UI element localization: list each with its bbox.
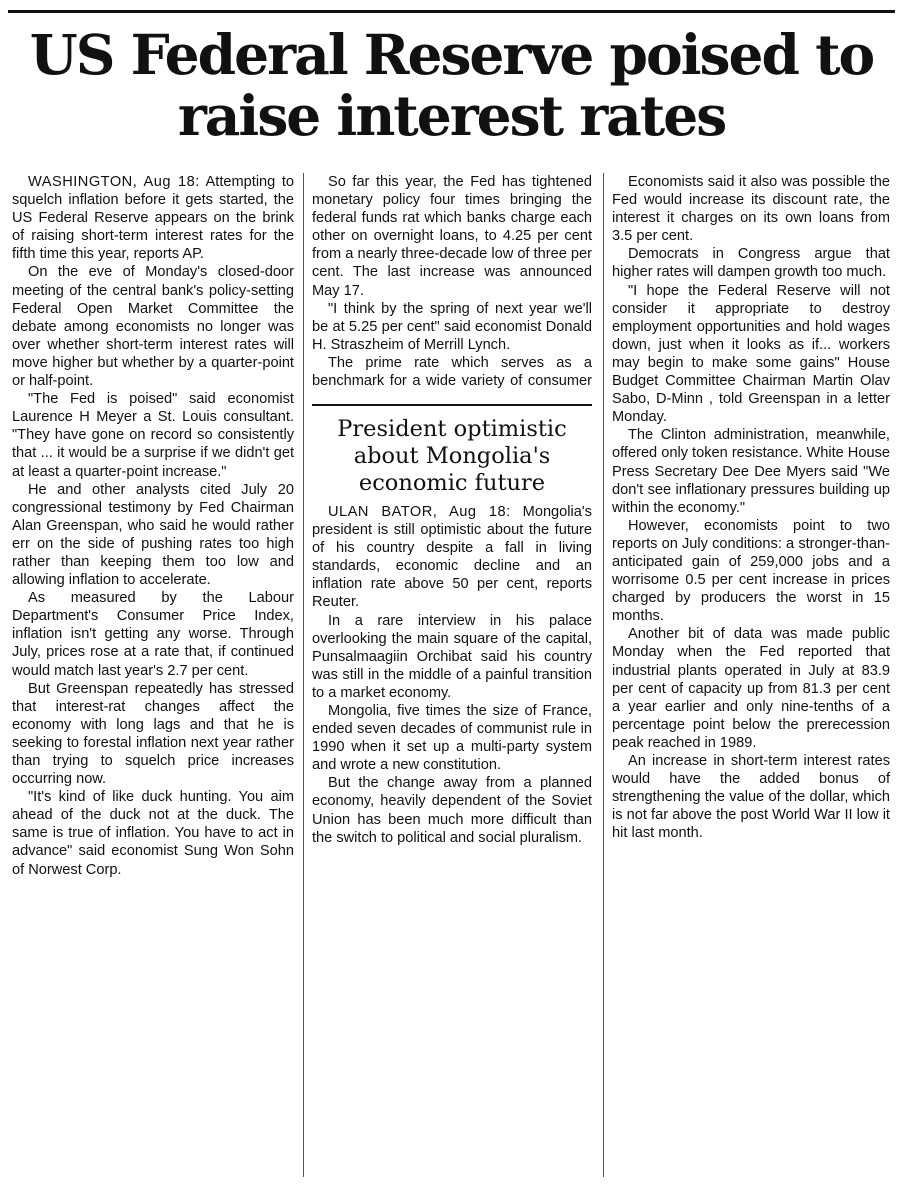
column-1: [12, 173, 294, 879]
column-divider: [603, 173, 604, 1177]
paragraph: But the change away from a planned economy, heavily dependent of the Soviet Union has been much more difficult than the switch to political and social pluralism.: [312, 775, 592, 846]
dateline: WASHINGTON, Aug 18:: [28, 174, 200, 190]
paragraph: An increase in short-term interest rates would have the added bonus of strengthening the value of the dollar, which is not far above the post World War II low it hit last month.: [612, 753, 890, 842]
column-divider: [303, 173, 304, 1177]
paragraph: "The Fed is poised" said economist Laurence H Meyer a St. Louis consultant. "They have gone on record so consistently that ... it would be a surprise if we didn't get at least a quarter-point increase.": [12, 391, 294, 480]
paragraph: The prime rate which serves as a benchmark for a wide variety of consumer: [312, 354, 592, 390]
paragraph: As measured by the Labour Department's Consumer Price Index, inflation isn't getting any worse. Through July, prices rose at a rate that, if continued would match last year's 2.7 per cent.: [12, 590, 294, 679]
sidebar-headline: President optimistic about Mongolia's economic future: [337, 415, 567, 496]
column-2: [312, 173, 592, 847]
paragraph: Economists said it also was possible the Fed would increase its discount rate, the interest it charges on its own loans from 3.5 per cent.: [612, 174, 890, 245]
paragraph: Mongolia, five times the size of France, ended seven decades of communist rule in 1990 when it set up a multi-party system and wrote a new constitution.: [312, 702, 592, 774]
headline: US Federal Reserve poised to raise interest rates: [29, 22, 874, 148]
paragraph: But Greenspan repeatedly has stressed that interest-rat changes affect the economy with long lags and that he is seeking to forestal inflation next year rather than trying to squelch price increases occurring now.: [12, 680, 294, 788]
paragraph: Democrats in Congress argue that higher rates will dampen growth too much.: [612, 246, 890, 281]
paragraph: On the eve of Monday's closed-door meeting of the central bank's policy-setting Federal Open Market Committee the debate among economists no longer was over whether short-term interest rates will move higher but whether by a quarter-point or half-point.: [12, 264, 294, 390]
paragraph: WASHINGTON, Aug 18: Attempting to squelch inflation before it gets started, the US Federal Reserve appears on the brink of raising short-term interest rates for the fifth time this year, reports AP.: [12, 174, 294, 263]
paragraph: "I hope the Federal Reserve will not consider it appropriate to destroy employment opportunities and hold wages down, just when it looks as if... workers may begin to make some gains" House Budget Committee Chairman Martin Olav Sabo, D-Minn , told Greenspan in a letter Monday.: [612, 282, 890, 426]
paragraph: "I think by the spring of next year we'll be at 5.25 per cent" said economist Donald H. Straszheim of Merrill Lynch.: [312, 300, 592, 353]
section-divider: [312, 404, 592, 406]
paragraph: In a rare interview in his palace overlooking the main square of the capital, Punsalmaagiin Orchibat said his country was still in the middle of a painful transition to a market economy.: [312, 612, 592, 701]
paragraph: He and other analysts cited July 20 congressional testimony by Fed Chairman Alan Greenspan, who said he would rather err on the side of pushing rates too high rather than keeping them too low and allowing inflation to accelerate.: [12, 481, 294, 589]
paragraph: Another bit of data was made public Monday when the Fed reported that industrial plants operated in July at 83.9 per cent of capacity up from 81.3 per cent a year earlier and only nine-tenths of a percentage point below the prerecession peak reached in 1989.: [612, 626, 890, 751]
paragraph: So far this year, the Fed has tightened monetary policy four times bringing the federal funds rat which banks charge each other on overnight loans, to 4.25 per cent from a nearly three-decade low of three per cent. The last increase was announced May 17.: [312, 174, 592, 299]
paragraph: "It's kind of like duck hunting. You aim ahead of the duck not at the duck. The same is true of inflation. You have to act in advance" said economist Sung Won Sohn of Norwest Corp.: [12, 789, 294, 878]
sidebar-dateline: ULAN BATOR, Aug 18:: [328, 503, 511, 520]
top-rule: [8, 10, 895, 13]
paragraph: ULAN BATOR, Aug 18: Mongolia's president is still optimistic about the future of his country despite a fall in living standards, economic decline and an inflation rate above 50 per cent, reports Reuter.: [312, 503, 592, 611]
column-3: [612, 173, 890, 842]
paragraph: The Clinton administration, meanwhile, offered only token resistance. White House Press Secretary Dee Dee Myers said "We don't see inflationary pressures building up within the economy.": [612, 427, 890, 516]
paragraph: However, economists point to two reports on July conditions: a stronger-than-anticipated gain of 259,000 jobs and a worrisome 0.5 per cent increase in prices charged by producers the worst in 15 months.: [612, 517, 890, 625]
